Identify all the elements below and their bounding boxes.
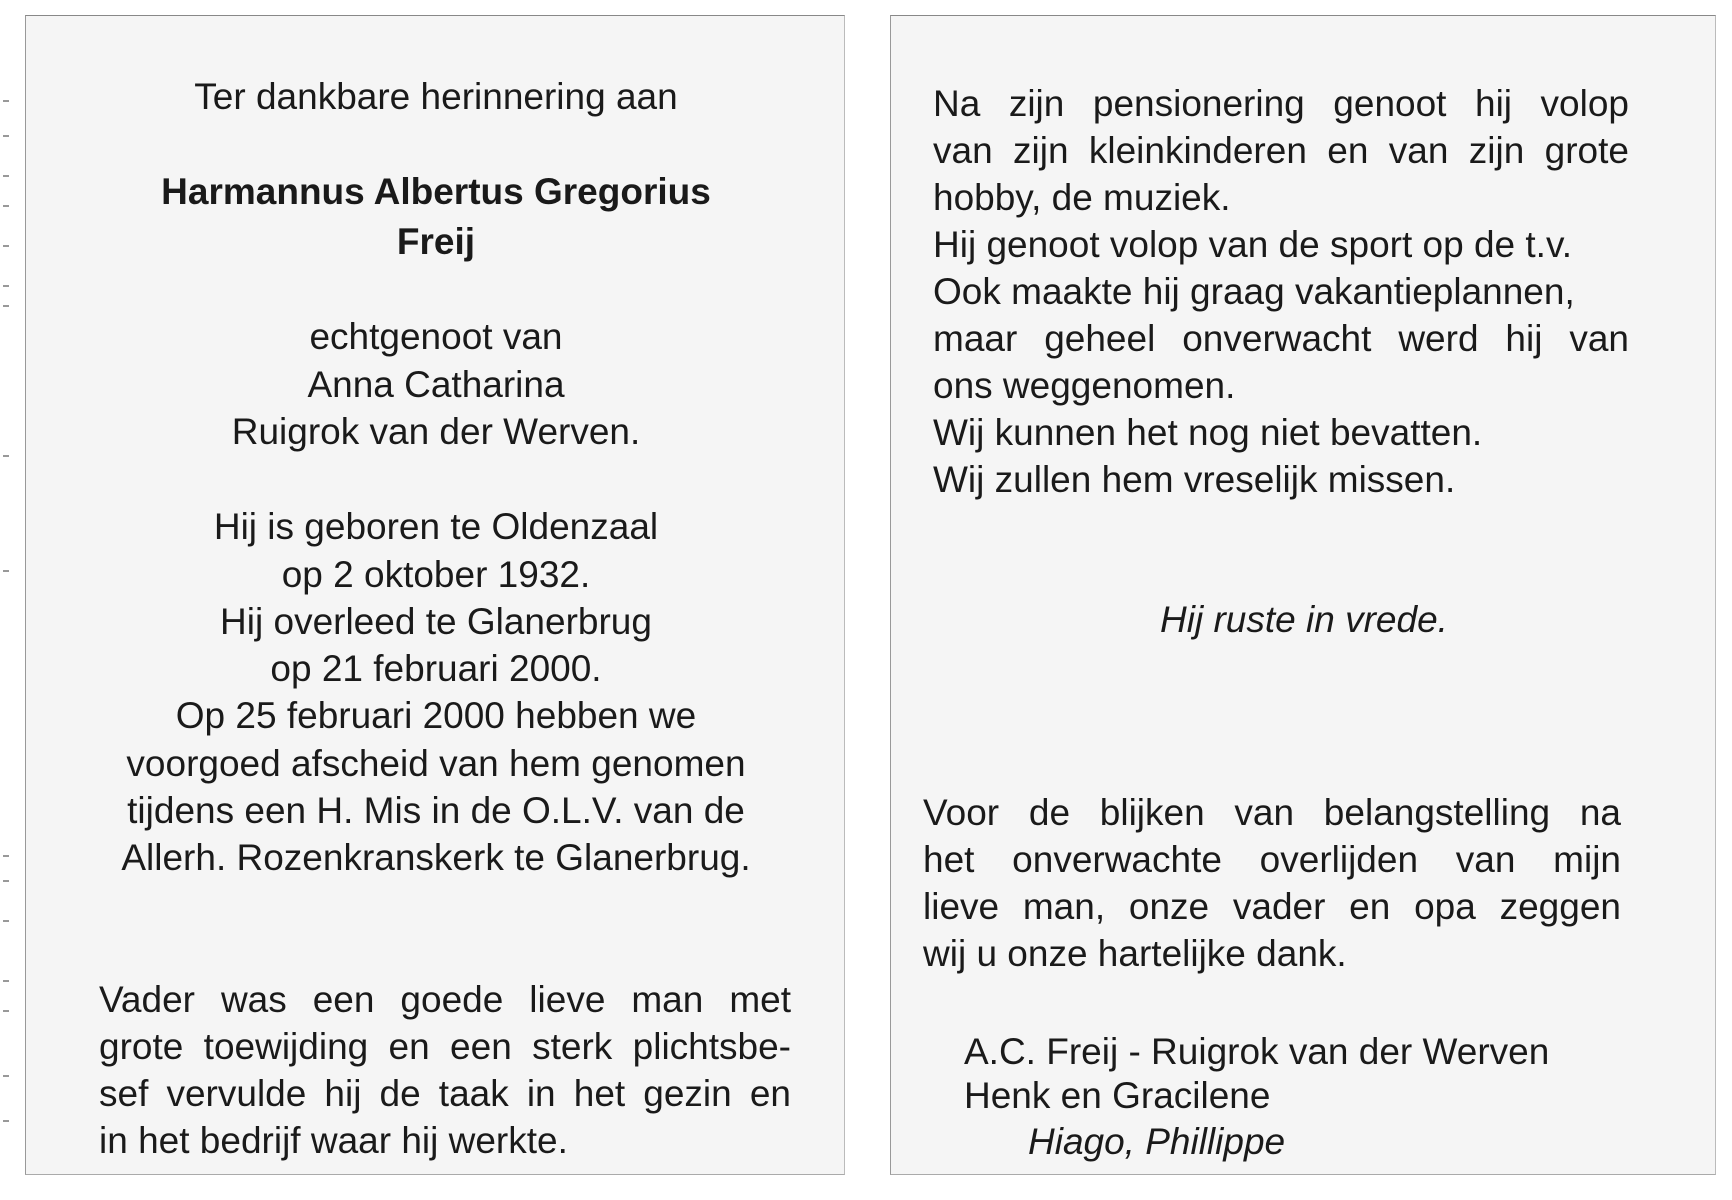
tribute-line: Vader was een goede lieve man met — [99, 979, 791, 1020]
thanks-line: Voor de blijken van belangstelling na — [923, 792, 1621, 833]
life-line: Hij overleed te Glanerbrug — [220, 601, 652, 642]
retirement-line: hobby, de muziek. — [933, 177, 1231, 218]
scan-edge-marks — [0, 0, 14, 1200]
retirement-line: Na zijn pensionering genoot hij volop — [933, 83, 1629, 124]
tribute-line: sef vervulde hij de taak in het gezin en — [99, 1073, 791, 1114]
deceased-name-line1: Harmannus Albertus Gregorius — [161, 171, 711, 212]
tribute-line: grote toewijding en een sterk plichtsbe- — [99, 1026, 791, 1067]
life-line: Hij is geboren te Oldenzaal — [213, 506, 659, 547]
spouse-intro: echtgenoot van — [309, 316, 563, 357]
life-line: op 21 februari 2000. — [270, 648, 602, 689]
life-line: op 2 oktober 1932. — [281, 554, 591, 595]
intro-text: Ter dankbare herinnering aan — [194, 76, 678, 117]
rest-in-peace-text: Hij ruste in vrede. — [1160, 599, 1448, 640]
spouse-name-line1: Anna Catharina — [307, 364, 565, 405]
spouse-name-line2: Ruigrok van der Werven. — [231, 411, 641, 452]
retirement-line: Hij genoot volop van de sport op de t.v. — [933, 224, 1572, 265]
retirement-line: Wij kunnen het nog niet bevatten. — [933, 412, 1483, 453]
thanks-line: lieve man, onze vader en opa zeggen — [923, 886, 1621, 927]
signature-widow: A.C. Freij - Ruigrok van der Werven — [964, 1031, 1550, 1072]
thanks-line: wij u onze hartelijke dank. — [923, 933, 1347, 974]
retirement-line: van zijn kleinkinderen en van zijn grote — [933, 130, 1629, 171]
retirement-line: Ook maakte hij graag vakantieplannen, — [933, 271, 1575, 312]
signature-children: Henk en Gracilene — [964, 1075, 1271, 1116]
life-line: voorgoed afscheid van hem genomen — [126, 743, 746, 784]
life-line: Allerh. Rozenkranskerk te Glanerbrug. — [121, 837, 751, 878]
retirement-line: ons weggenomen. — [933, 365, 1236, 406]
retirement-line: maar geheel onverwacht werd hij van — [933, 318, 1629, 359]
thanks-line: het onverwachte overlijden van mijn — [923, 839, 1621, 880]
life-line: Op 25 februari 2000 hebben we — [175, 695, 697, 736]
memorial-card-left-page — [25, 15, 845, 1175]
life-line: tijdens een H. Mis in de O.L.V. van de — [127, 790, 745, 831]
retirement-line: Wij zullen hem vreselijk missen. — [933, 459, 1456, 500]
deceased-name-line2: Freij — [396, 221, 476, 262]
signature-grandchildren: Hiago, Phillippe — [1028, 1121, 1286, 1162]
tribute-line: in het bedrijf waar hij werkte. — [99, 1120, 568, 1161]
memorial-card-right-page — [890, 15, 1716, 1175]
